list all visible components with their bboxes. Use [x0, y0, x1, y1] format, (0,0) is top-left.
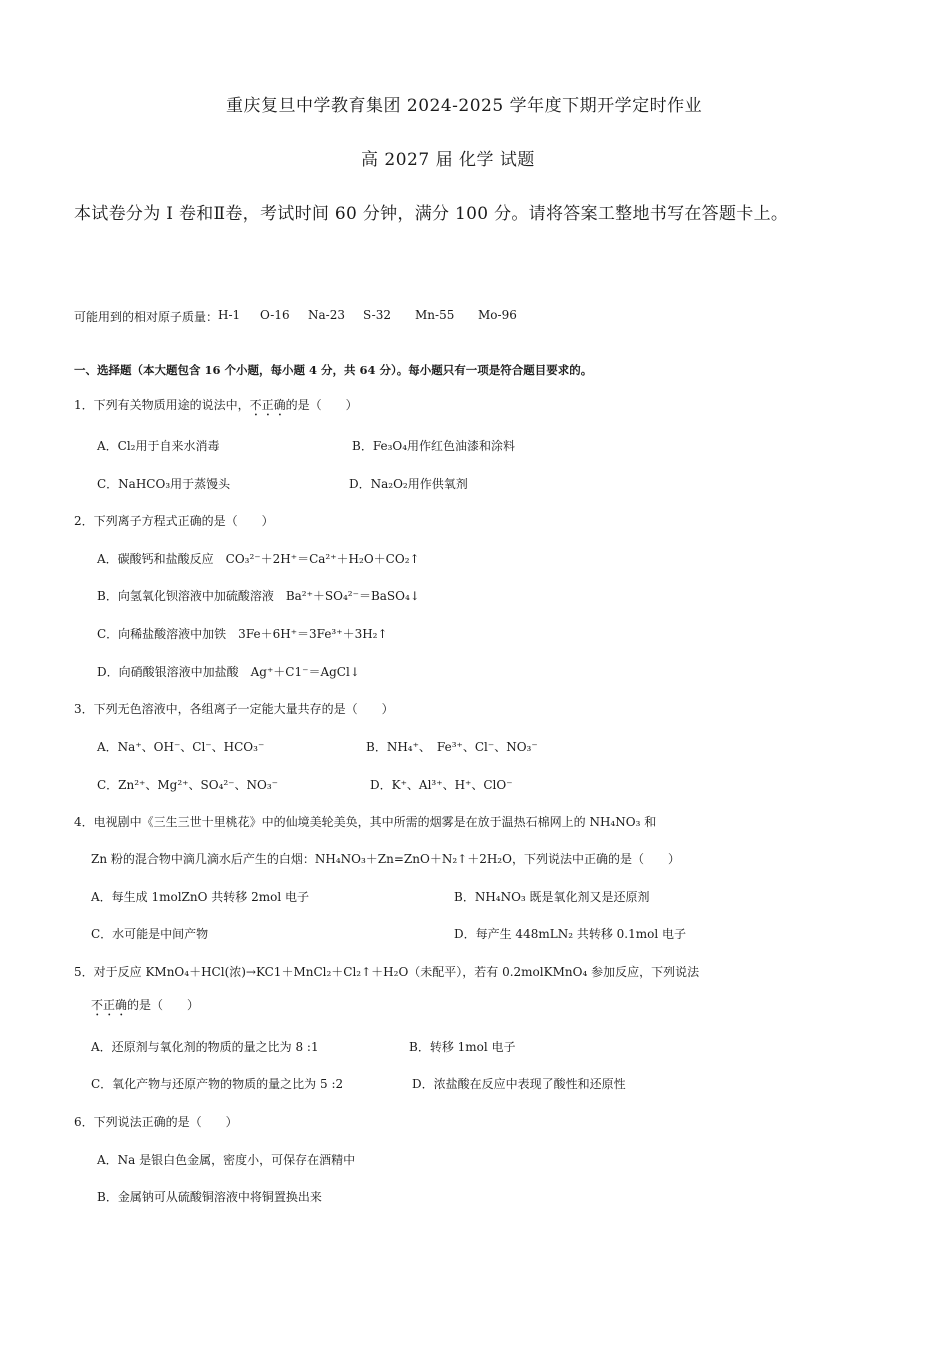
question-2-option-c: C．向稀盐酸溶液中加铁 3Fe＋6H⁺＝3Fe³⁺＋3H₂↑: [97, 627, 388, 641]
question-1-option-a: A．Cl₂用于自来水消毒: [97, 439, 220, 453]
atomic-mass-item: S-32: [363, 308, 391, 322]
atomic-mass-item: Mn-55: [415, 308, 455, 322]
question-2-option-b: B．向氢氧化钡溶液中加硫酸溶液 Ba²⁺＋SO₄²⁻＝BaSO₄↓: [97, 589, 420, 603]
atomic-mass-item: O-16: [260, 308, 290, 322]
question-5-stem-line-1: 5．对于反应 KMnO₄＋HCl(浓)→KC1＋MnCl₂＋Cl₂↑＋H₂O（未配平），若有 0.2molKMnO₄ 参加反应，下列说法: [74, 965, 700, 979]
question-6-option-a: A．Na 是银白色金属，密度小，可保存在酒精中: [97, 1153, 356, 1167]
question-4-option-b: B．NH₄NO₃ 既是氧化剂又是还原剂: [454, 890, 650, 904]
question-4-option-a: A．每生成 1molZnO 共转移 2mol 电子: [91, 890, 309, 904]
question-2-option-d: D．向硝酸银溶液中加盐酸 Ag⁺＋C1⁻＝AgCl↓: [97, 665, 360, 679]
question-6-option-b: B．金属钠可从硫酸铜溶液中将铜置换出来: [97, 1190, 322, 1204]
question-4-stem-line-2: Zn 粉的混合物中滴几滴水后产生的白烟：NH₄NO₃＋Zn=ZnO＋N₂↑＋2H₂O，下列说法中正确的是（ ）: [91, 852, 680, 866]
exam-title: 重庆复旦中学教育集团 2024-2025 学年度下期开学定时作业: [226, 96, 703, 116]
exam-subtitle: 高 2027 届 化学 试题: [361, 150, 535, 170]
question-5-option-b: B．转移 1mol 电子: [409, 1040, 516, 1054]
exam-intro: 本试卷分为 Ⅰ 卷和Ⅱ卷，考试时间 60 分钟，满分 100 分。请将答案工整地书写在答题卡上。: [74, 204, 789, 224]
section-heading: 一、选择题（本大题包含 16 个小题，每小题 4 分，共 64 分）。每小题只有一项是符合题目要求的。: [74, 363, 593, 377]
question-5-option-a: A．还原剂与氧化剂的物质的量之比为 8 :1: [91, 1040, 319, 1054]
question-2-option-a: A．碳酸钙和盐酸反应 CO₃²⁻＋2H⁺＝Ca²⁺＋H₂O＋CO₂↑: [97, 552, 420, 566]
question-1-option-d: D．Na₂O₂用作供氧剂: [349, 477, 468, 491]
question-1-option-b: B．Fe₃O₄用作红色油漆和涂料: [352, 439, 516, 453]
emphasis-text: 不正确: [91, 998, 128, 1012]
question-3-option-a: A．Na⁺、OH⁻、Cl⁻、HCO₃⁻: [97, 740, 265, 754]
atomic-mass-label: 可能用到的相对原子质量：: [74, 310, 219, 324]
question-4-option-c: C．水可能是中间产物: [91, 927, 209, 941]
question-4-option-d: D．每产生 448mLN₂ 共转移 0.1mol 电子: [454, 927, 686, 941]
question-4-stem-line-1: 4．电视剧中《三生三世十里桃花》中的仙境美轮美奂，其中所需的烟雾是在放于温热石棉网上的 NH₄NO₃ 和: [74, 815, 657, 829]
atomic-mass-item: Na-23: [308, 308, 345, 322]
question-3-stem: 3．下列无色溶液中，各组离子一定能大量共存的是（ ）: [74, 702, 394, 716]
question-1-stem: 1．下列有关物质用途的说法中，不正确的是（ ）: [74, 398, 358, 412]
question-5-option-d: D．浓盐酸在反应中表现了酸性和还原性: [412, 1077, 626, 1091]
question-2-stem: 2．下列离子方程式正确的是（ ）: [74, 514, 274, 528]
emphasis-text: 不正确: [249, 398, 286, 412]
atomic-mass-item: H-1: [218, 308, 241, 322]
atomic-mass-item: Mo-96: [478, 308, 517, 322]
question-6-stem: 6．下列说法正确的是（ ）: [74, 1115, 238, 1129]
question-1-option-c: C．NaHCO₃用于蒸馒头: [97, 477, 231, 491]
question-3-option-c: C．Zn²⁺、Mg²⁺、SO₄²⁻、NO₃⁻: [97, 778, 279, 792]
question-3-option-d: D．K⁺、Al³⁺、H⁺、ClO⁻: [370, 778, 513, 792]
question-3-option-b: B．NH₄⁺、 Fe³⁺、Cl⁻、NO₃⁻: [366, 740, 538, 754]
question-5-stem-line-2: 不正确的是（ ）: [91, 998, 200, 1012]
question-5-option-c: C．氧化产物与还原产物的物质的量之比为 5 :2: [91, 1077, 344, 1091]
